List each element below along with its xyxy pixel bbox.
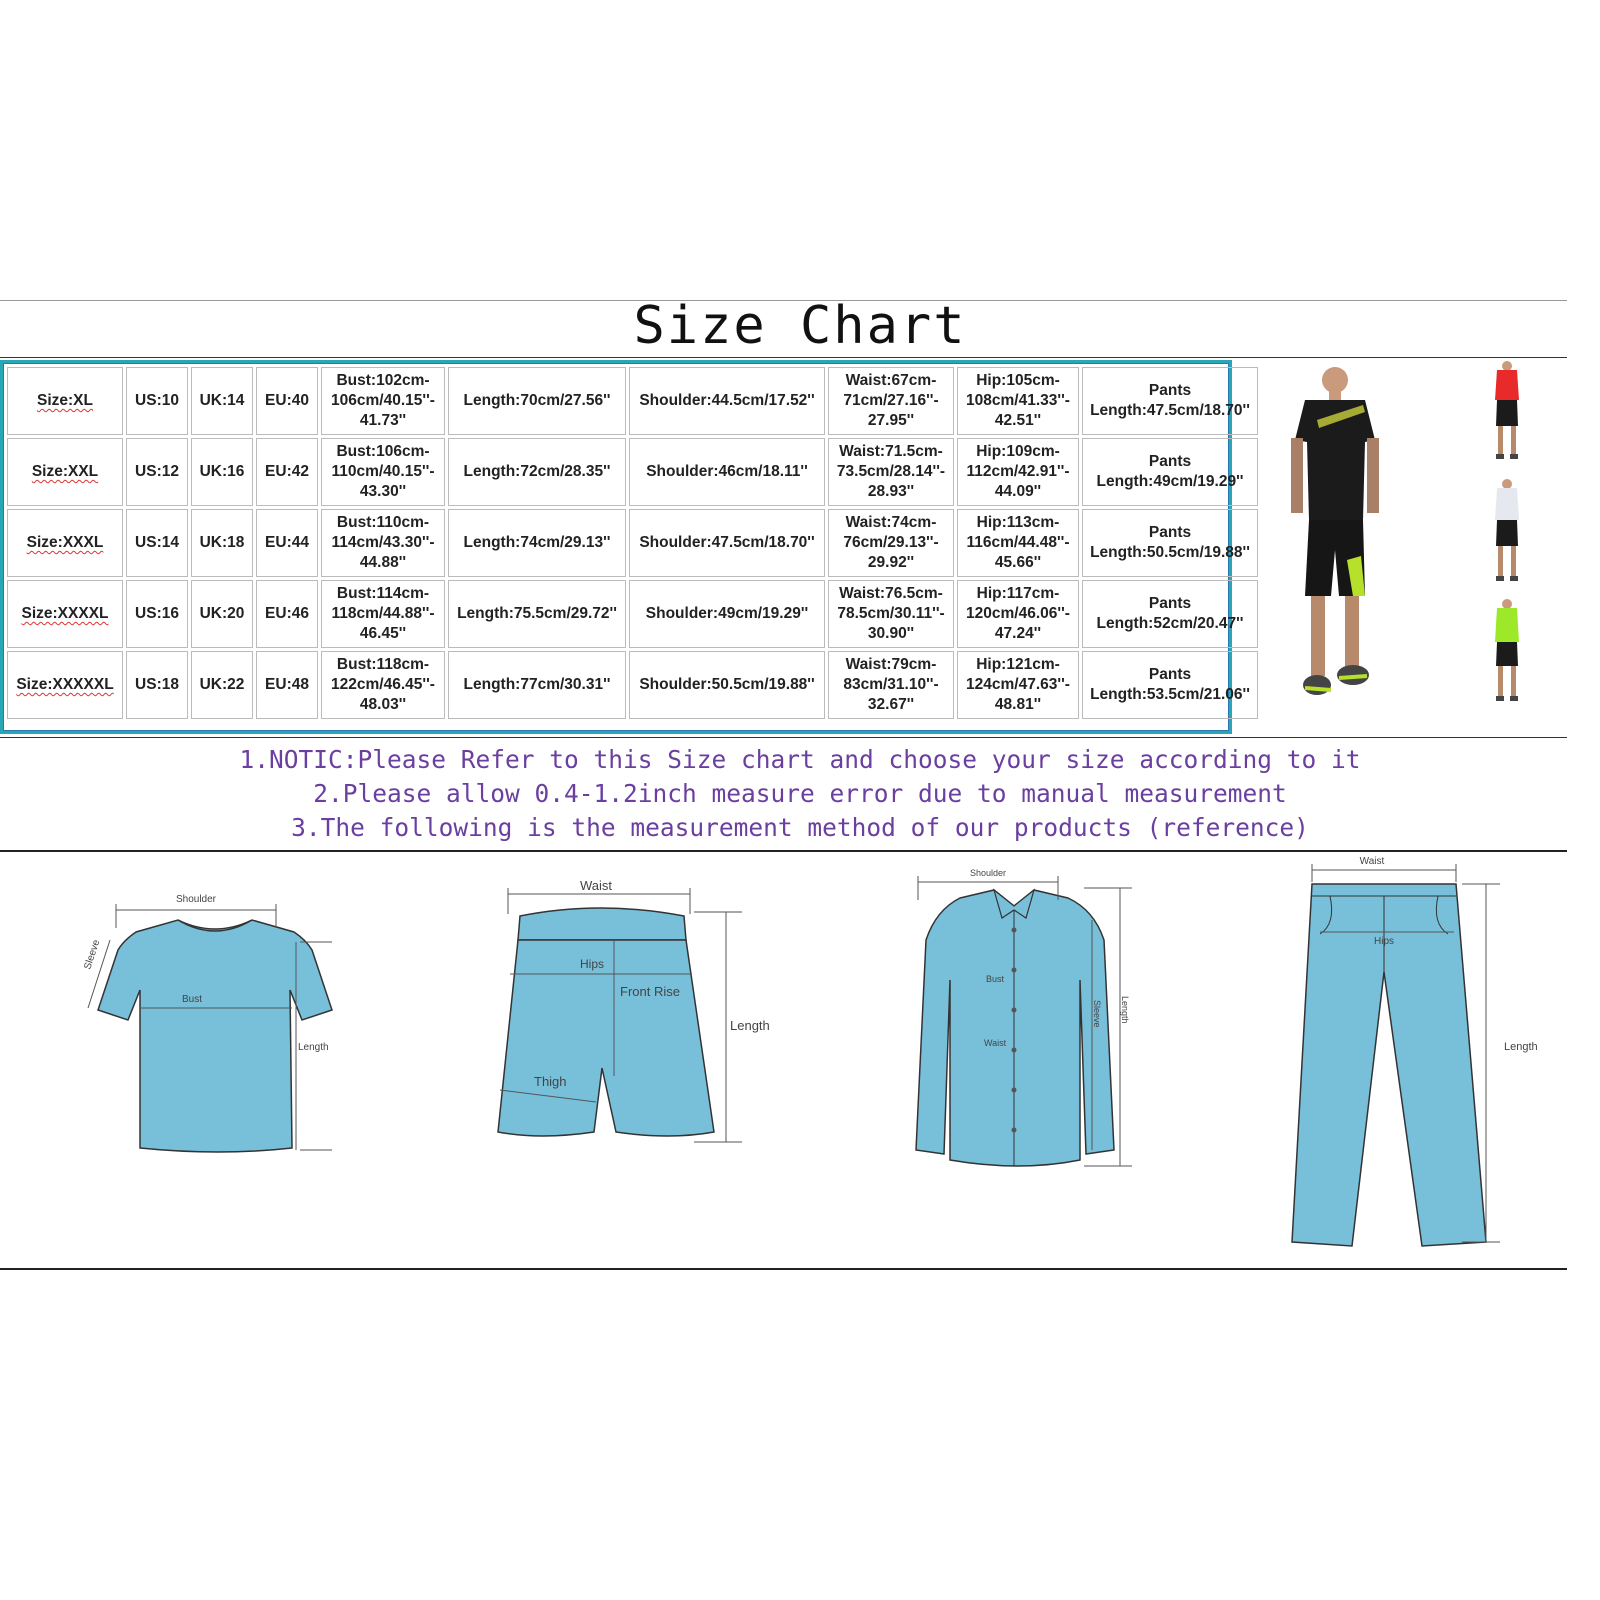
bust-cell-line: 106cm/40.15''- [331,392,435,409]
bust-cell-line: Bust:118cm- [336,656,430,673]
bust-cell [321,651,445,719]
pants-diagram [1290,856,1560,1252]
shoulder-cell: Shoulder:49cm/19.29'' [629,580,825,648]
hip-cell-line: 116cm/44.48''- [966,534,1070,551]
main-model-image [1291,367,1379,695]
bust-cell-line: 122cm/46.45''- [331,676,435,693]
pants-length-cell-line: Pants [1148,382,1192,399]
size-label: Size:XL [37,392,93,409]
waist-cell-line: 78.5cm/30.11''- [837,605,945,622]
size-cell [7,651,123,719]
bust-cell [321,367,445,435]
length-cell: Length:70cm/27.56'' [448,367,626,435]
uk-size-cell: UK:14 [191,367,253,435]
tshirt-bust-label: Bust [181,994,203,1005]
pants-length-cell-line: Length:53.5cm/21.06'' [1090,686,1250,703]
shorts-hips-label: Hips [580,957,605,971]
hip-cell [957,438,1079,506]
waist-cell-line: 32.67'' [867,696,915,713]
hip-cell-line: 108cm/41.33''- [966,392,1070,409]
size-label: Size:XXXXL [21,605,109,622]
shorts-length-label: Length [730,1018,770,1033]
eu-size-cell: EU:44 [256,509,318,577]
bust-cell-line: 114cm/43.30''- [331,534,435,551]
shoulder-cell: Shoulder:46cm/18.11'' [629,438,825,506]
notes [0,743,1600,845]
hip-cell [957,367,1079,435]
shoulder-cell: Shoulder:44.5cm/17.52'' [629,367,825,435]
pants-length-label: Length [1504,1041,1538,1053]
hip-cell-line: 48.81'' [994,696,1042,713]
table-row [7,367,1258,435]
size-cell [7,367,123,435]
hip-cell-line: Hip:121cm- [976,656,1060,673]
uk-size-cell: UK:16 [191,438,253,506]
pants-length-cell-line: Length:50.5cm/19.88'' [1090,544,1250,561]
shirt-sleeve-label: Sleeve [1092,1000,1102,1028]
waist-cell-line: 71cm/27.16''- [843,392,939,409]
length-cell: Length:77cm/30.31'' [448,651,626,719]
bust-cell-line: 118cm/44.88''- [331,605,435,622]
bust-cell-line: Bust:114cm- [336,585,430,602]
variant-white-image [1495,479,1519,581]
diagrams-bottom-rule [0,1268,1567,1270]
shoulder-cell: Shoulder:50.5cm/19.88'' [629,651,825,719]
shirt-bust-label: Bust [986,974,1005,984]
waist-cell [828,580,954,648]
size-label: Size:XXXL [26,534,104,551]
us-size-cell: US:18 [126,651,188,719]
length-cell: Length:75.5cm/29.72'' [448,580,626,648]
page-title: Size Chart [633,296,967,356]
bust-cell-line: 43.30'' [359,483,407,500]
waist-cell-line: 27.95'' [867,412,915,429]
variant-green-image [1495,599,1519,701]
pants-length-cell-line: Pants [1148,595,1192,612]
hip-cell-line: Hip:117cm- [976,585,1060,602]
waist-cell-line: 83cm/31.10''- [843,676,939,693]
length-cell: Length:74cm/29.13'' [448,509,626,577]
hip-cell-line: Hip:113cm- [976,514,1060,531]
shoulder-cell: Shoulder:47.5cm/18.70'' [629,509,825,577]
waist-cell [828,438,954,506]
notes-bottom-rule [0,850,1567,852]
shorts-thigh-label: Thigh [534,1074,567,1089]
shirt-length-label: Length [1120,996,1130,1024]
waist-cell-line: 30.90'' [867,625,915,642]
waist-cell-line: Waist:71.5cm- [839,443,943,460]
variant-red-image [1495,361,1519,459]
tshirt-sleeve-label: Sleeve [82,938,103,971]
eu-size-cell: EU:42 [256,438,318,506]
tshirt-length-label: Length [298,1042,329,1053]
table-row [7,580,1258,648]
bust-cell-line: 44.88'' [359,554,407,571]
pants-length-cell [1082,651,1258,719]
waist-cell-line: 76cm/29.13''- [843,534,939,551]
note-3: 3.The following is the measurement method of our products (reference) [291,813,1309,842]
bust-cell-line: 48.03'' [359,696,407,713]
hip-cell-line: 112cm/42.91''- [966,463,1070,480]
bust-cell-line: Bust:106cm- [336,443,430,460]
size-cell [7,509,123,577]
eu-size-cell: EU:40 [256,367,318,435]
bust-cell-line: 110cm/40.15''- [331,463,435,480]
hip-cell [957,580,1079,648]
waist-cell-line: Waist:79cm- [845,656,937,673]
bust-cell-line: Bust:102cm- [336,372,430,389]
hip-cell-line: 124cm/47.63''- [966,676,1070,693]
us-size-cell: US:14 [126,509,188,577]
waist-cell-line: Waist:76.5cm- [839,585,943,602]
uk-size-cell: UK:22 [191,651,253,719]
hip-cell-line: Hip:105cm- [976,372,1060,389]
size-cell [7,438,123,506]
shorts-waist-label: Waist [579,878,613,893]
pants-length-cell [1082,580,1258,648]
size-table [4,364,1261,722]
note-2: 2.Please allow 0.4-1.2inch measure error due to manual measurement [313,779,1287,808]
hip-cell [957,651,1079,719]
hip-cell-line: 44.09'' [994,483,1042,500]
pants-length-cell-line: Length:49cm/19.29'' [1096,473,1244,490]
hip-cell [957,509,1079,577]
pants-hips-label: Hips [1374,936,1395,947]
pants-waist-label: Waist [1359,856,1385,867]
hip-cell-line: 45.66'' [994,554,1042,571]
bust-cell [321,580,445,648]
waist-cell [828,651,954,719]
pants-length-cell [1082,509,1258,577]
eu-size-cell: EU:48 [256,651,318,719]
waist-cell-line: 28.93'' [867,483,915,500]
waist-cell-line: Waist:74cm- [845,514,937,531]
size-label: Size:XXXXXL [16,676,114,693]
pants-length-cell-line: Length:47.5cm/18.70'' [1090,402,1250,419]
shorts-diagram [480,880,790,1180]
note-1: 1.NOTIC:Please Refer to this Size chart and choose your size according to it [239,745,1361,774]
hip-cell-line: 120cm/46.06''- [966,605,1070,622]
hip-cell-line: 47.24'' [994,625,1042,642]
table-bottom-rule [0,737,1567,738]
waist-cell [828,509,954,577]
pants-length-cell [1082,438,1258,506]
size-cell [7,580,123,648]
model-photos [1235,360,1567,734]
table-row [7,438,1258,506]
hip-cell-line: Hip:109cm- [976,443,1060,460]
bust-cell [321,438,445,506]
pants-length-cell-line: Pants [1148,524,1192,541]
us-size-cell: US:10 [126,367,188,435]
length-cell: Length:72cm/28.35'' [448,438,626,506]
shorts-front-rise-label: Front Rise [620,984,680,999]
us-size-cell: US:16 [126,580,188,648]
us-size-cell: US:12 [126,438,188,506]
bust-cell-line: Bust:110cm- [336,514,430,531]
hip-cell-line: 42.51'' [994,412,1042,429]
tshirt-shoulder-label: Shoulder [175,894,217,905]
bust-cell-line: 41.73'' [359,412,407,429]
pants-length-cell-line: Length:52cm/20.47'' [1096,615,1244,632]
table-row [7,651,1258,719]
tshirt-diagram [70,880,360,1170]
eu-size-cell: EU:46 [256,580,318,648]
shirt-shoulder-label: Shoulder [969,868,1007,878]
bust-cell [321,509,445,577]
table-row [7,509,1258,577]
shirt-diagram [880,870,1180,1180]
size-label: Size:XXL [31,463,99,480]
waist-cell [828,367,954,435]
waist-cell-line: 73.5cm/28.14''- [836,463,946,480]
pants-length-cell [1082,367,1258,435]
uk-size-cell: UK:18 [191,509,253,577]
pants-length-cell-line: Pants [1148,666,1192,683]
uk-size-cell: UK:20 [191,580,253,648]
waist-cell-line: Waist:67cm- [845,372,937,389]
pants-length-cell-line: Pants [1148,453,1192,470]
bust-cell-line: 46.45'' [359,625,407,642]
shirt-waist-label: Waist [984,1038,1007,1048]
title-rule [0,357,1567,358]
waist-cell-line: 29.92'' [867,554,915,571]
